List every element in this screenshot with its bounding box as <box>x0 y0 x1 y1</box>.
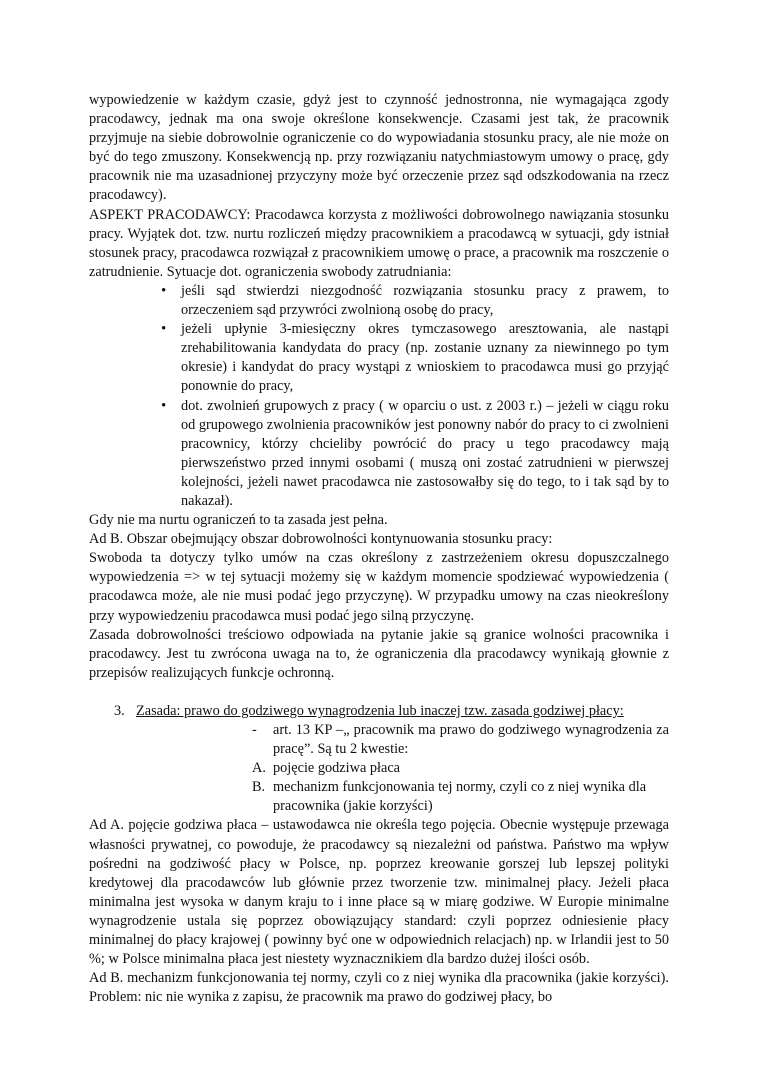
bullet-list <box>89 282 669 511</box>
list-item: • jeśli sąd stwierdzi niezgodność rozwiązania stosunku pracy z prawem, to orzeczeniem sąd przywróci zwolnioną osobę do pracy, <box>181 282 669 320</box>
list-item: • jeżeli upłynie 3-miesięczny okres tymczasowego aresztowania, ale nastąpi zrehabilitowania kandydata do pracy (np. zostanie uznany za niewinnego po tym okresie) i kandydat do pracy wystąpi z wnioskiem to pracodawca musi go przyjąć ponownie do pracy, <box>181 320 669 396</box>
lettered-item-text: pojęcie godziwa płaca <box>273 760 401 777</box>
dash-item <box>252 721 669 759</box>
section-title: Zasada: prawo do godziwego wynagrodzenia lub inaczej tzw. zasada godziwej płacy: <box>136 702 624 719</box>
dash-item-text: art. 13 KP –„ pracownik ma prawo do godziwego wynagrodzenia za pracę”. Są tu 2 kwestie: <box>273 722 669 758</box>
spacer <box>89 683 669 702</box>
paragraph-ad-b-mechanism: Ad B. mechanizm funkcjonowania tej normy, czyli co z niej wynika dla pracownika (jakie korzyści). Problem: nic nie wynika z zapisu, że pracownik ma prawo do godziwej płacy, bo <box>89 970 669 1006</box>
paragraph-voluntariness: Zasada dobrowolności treściowo odpowiada na pytanie jakie są granice wolności pracownika i pracodawcy. Jest tu zwrócona uwaga na to, że ograniczenia dla pracodawcy wynikają głownie z przepisów realizujących funkcje ochronną. <box>89 626 669 681</box>
lettered-item-b <box>252 778 669 816</box>
list-item: • dot. zwolnień grupowych z pracy ( w oparciu o ust. z 2003 r.) – jeżeli w ciągu roku od grupowego zwolnienia pracowników jest ponowny nabór do pracy to ci zwolnieni pracownicy, którzy chcieliby powrócić do pracy u tego pracodawcy mają pierwszeństwo przed innymi osobami ( muszą oni zostać zatrudnieni w pierwszej kolejności, jeżeli nawet pracodawca nie zastosowałby się do tego, to i tak sąd by to nakazał). <box>181 397 669 512</box>
lettered-item-a <box>252 759 669 778</box>
paragraph-ad-a: Ad A. pojęcie godziwa płaca – ustawodawca nie określa tego pojęcia. Obecnie występuje przewaga własności prywatnej, co powoduje, że pracodawcy są niezależni od państwa. Państwo ma wpływ pośredni na godziwość płacy w Polsce, np. poprzez kreowanie gorszej lub lepszej polityki kredytowej dla pracodawców lub głównie przez tworzenie tzw. minimalnej płacy. Jeżeli płaca minimalna jest wysoka w danym kraju to i inne płace są w miarę godziwe. W Europie minimalne wynagrodzenie ustala się poprzez obowiązujący standard: czyli poprzez odniesienie płacy minimalnej do płacy krajowej ( powinny być one w odpowiednich relacjach) np. w Irlandii jest to 50 %; w Polsce minimalna płaca jest niestety wyznacznikiem dla bardzo dużej ilości osób. <box>89 817 669 968</box>
paragraph-continuation: wypowiedzenie w każdym czasie, gdyż jest to czynność jednostronna, nie wymagająca zgody pracodawcy, jednak ma ona swoje określone konsekwencje. Czasami jest tak, że pracownik przyjmuje na siebie dobrowolnie ograniczenie co do wypowiadania stosunku pracy, ale nie może on być do tego zmuszony. Konsekwencją np. przy rozwiązaniu natychmiastowym umowy o pracę, gdy pracownik nie ma uzasadnionej przyczyny może być orzeczenie przez sąd odszkodowania na rzecz pracodawcy). <box>89 92 669 204</box>
section-heading-3 <box>89 702 669 721</box>
section-number: 3. <box>114 702 125 719</box>
paragraph-freedom: Swoboda ta dotyczy tylko umów na czas określony z zastrzeżeniem okresu dopuszczalnego wypowiedzenia => w tej sytuacji możemy się w każdym momencie spodziewać wypowiedzenia ( pracodawca może, ale nie musi podać jego przyczynę). W przypadku umowy na czas nieokreślony przy wypowiedzeniu pracodawca musi podać jego silną przyczynę. <box>89 550 669 624</box>
letter-marker: B. <box>252 779 266 796</box>
text-column <box>89 91 669 1007</box>
paragraph-full-principle: Gdy nie ma nurtu ograniczeń to ta zasada jest pełna. <box>89 512 388 529</box>
dash-marker: - <box>252 722 257 738</box>
lettered-item-text: mechanizm funkcjonowania tej normy, czyli co z niej wynika dla pracownika (jakie korzyści) <box>273 779 647 815</box>
paragraph-employer-aspect: ASPEKT PRACODAWCY: Pracodawca korzysta z możliwości dobrowolnego nawiązania stosunku pracy. Wyjątek dot. tzw. nurtu rozliczeń między pracownikiem a pracodawcą w sytuacji, gdy istniał stosunek pracy, pracodawca rozwiązał z pracownikiem umowę o prace, a pracownik ma roszczenie o zatrudnienie. Sytuacje dot. ograniczenia swobody zatrudniania: <box>89 206 669 280</box>
letter-marker: A. <box>252 760 266 777</box>
paragraph-ad-b: Ad B. Obszar obejmujący obszar dobrowolności kontynuowania stosunku pracy: <box>89 531 553 548</box>
